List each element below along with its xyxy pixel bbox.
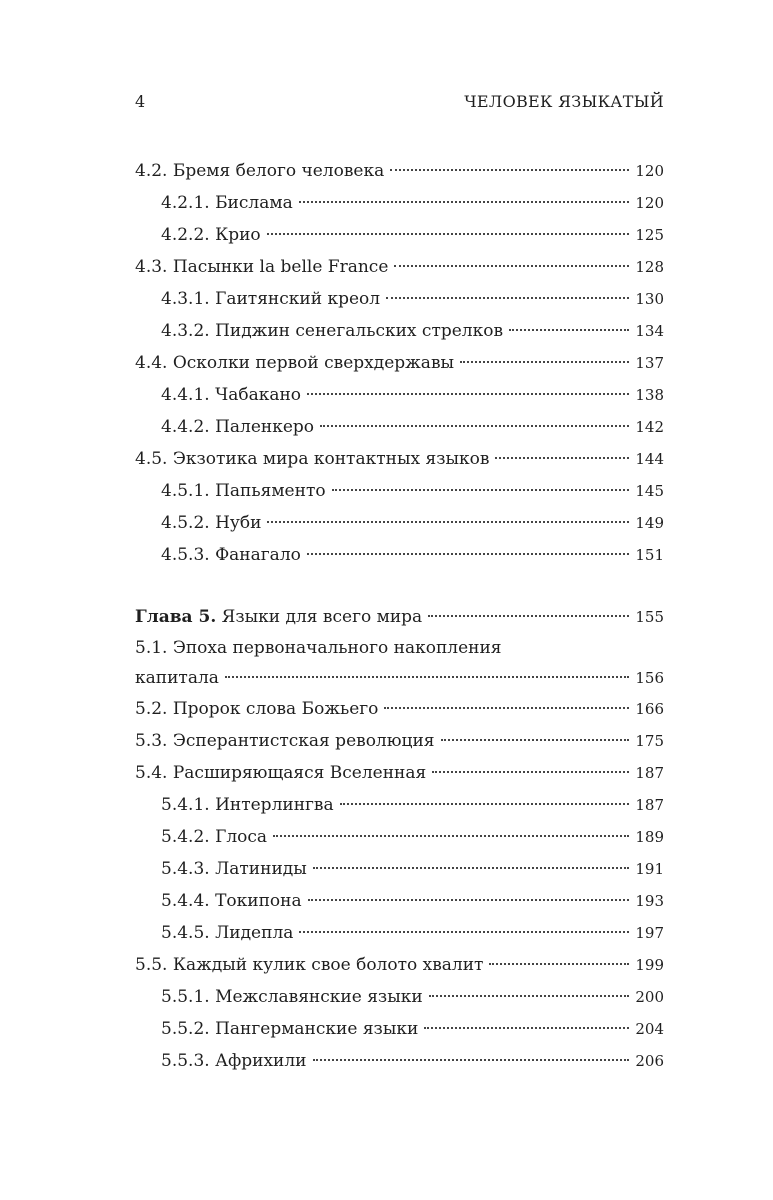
toc-entry: [135, 949, 664, 981]
chapter-title: Языки для всего мира: [221, 607, 423, 627]
toc-entry-title: 4.4.2. Паленкеро: [161, 417, 315, 437]
dot-leader: [429, 995, 630, 997]
toc-entry-page: 193: [635, 892, 664, 910]
table-of-contents: [135, 155, 664, 1077]
toc-entry-title: 4.5.1. Папьяменто: [161, 481, 326, 501]
toc-entry-page: 187: [635, 796, 664, 814]
toc-entry: [135, 725, 664, 757]
page-number: 4: [135, 92, 146, 111]
toc-entry-page: 166: [635, 700, 664, 718]
toc-entry-title: 4.4.1. Чабакано: [161, 385, 302, 405]
toc-subentry: [135, 187, 664, 219]
toc-entry-title: 5.5. Каждый кулик свое болото хвалит: [135, 955, 484, 975]
toc-entry-title: 4.2.1. Бислама: [161, 193, 293, 213]
toc-subentry: [135, 219, 664, 251]
toc-chapter-entry: [135, 601, 664, 633]
dot-leader: [441, 739, 630, 741]
toc-subentry: [135, 315, 664, 347]
toc-entry-page: 187: [635, 764, 664, 782]
toc-entry: [135, 663, 664, 693]
toc-entry-title: капитала: [135, 668, 219, 688]
toc-entry-title: 4.5.3. Фанагало: [161, 545, 301, 565]
dot-leader: [428, 615, 629, 617]
toc-entry-title: 5.4.5. Лидепла: [161, 923, 294, 943]
toc-entry-title: [135, 601, 422, 633]
dot-leader: [332, 489, 630, 491]
dot-leader: [267, 233, 630, 235]
toc-entry-title: 4.3. Пасынки la belle France: [135, 257, 389, 277]
toc-entry-title: 4.5. Экзотика мира контактных языков: [135, 449, 490, 469]
toc-entry-title: 5.4.4. Токипона: [161, 891, 302, 911]
toc-subentry: [135, 1045, 664, 1077]
toc-entry-page: 206: [635, 1052, 664, 1070]
dot-leader: [307, 393, 629, 395]
toc-subentry: [135, 379, 664, 411]
toc-entry-page: 200: [635, 988, 664, 1006]
toc-entry-title: 5.5.2. Пангерманские языки: [161, 1019, 419, 1039]
toc-entry-page: 137: [635, 354, 664, 372]
toc-subentry: [135, 789, 664, 821]
toc-entry-page: 204: [635, 1020, 664, 1038]
toc-entry-title: 5.4.2. Глоса: [161, 827, 268, 847]
toc-subentry: [135, 283, 664, 315]
toc-entry: [135, 443, 664, 475]
toc-entry-page: 120: [635, 162, 664, 180]
toc-subentry: [135, 853, 664, 885]
dot-leader: [299, 931, 629, 933]
toc-entry-title: 5.3. Эсперантистская революция: [135, 731, 435, 751]
toc-entry-page: 189: [635, 828, 664, 846]
dot-leader: [299, 201, 630, 203]
toc-entry-page: 191: [635, 860, 664, 878]
toc-entry-page: 199: [635, 956, 664, 974]
toc-subentry: [135, 411, 664, 443]
toc-entry-page: 120: [635, 194, 664, 212]
toc-entry-page: 125: [635, 226, 664, 244]
dot-leader: [307, 553, 630, 555]
chapter-label: Глава 5.: [135, 607, 217, 627]
toc-entry-page: 144: [635, 450, 664, 468]
toc-entry-page: 151: [635, 546, 664, 564]
book-title: ЧЕЛОВЕК ЯЗЫКАТЫЙ: [464, 92, 664, 111]
toc-entry-page: 156: [635, 669, 664, 687]
toc-entry-page: 149: [635, 514, 664, 532]
toc-entry-title: 5.4.3. Латиниды: [161, 859, 307, 879]
toc-entry: [135, 155, 664, 187]
dot-leader: [424, 1027, 629, 1029]
toc-subentry: [135, 1013, 664, 1045]
toc-entry: [135, 693, 664, 725]
dot-leader: [308, 899, 630, 901]
toc-entry: [135, 347, 664, 379]
dot-leader: [509, 329, 629, 331]
toc-subentry: [135, 821, 664, 853]
toc-subentry: [135, 475, 664, 507]
toc-entry: [135, 251, 664, 283]
toc-entry-title: 5.5.1. Межславянские языки: [161, 987, 423, 1007]
toc-subentry: [135, 507, 664, 539]
dot-leader: [267, 521, 629, 523]
toc-entry-page: 155: [635, 608, 664, 626]
toc-entry-title: 4.3.2. Пиджин сенегальских стрелков: [161, 321, 504, 341]
toc-entry-page: 175: [635, 732, 664, 750]
dot-leader: [432, 771, 629, 773]
dot-leader: [495, 457, 629, 459]
toc-entry-title: 5.2. Пророк слова Божьего: [135, 699, 379, 719]
toc-entry-title: 4.4. Осколки первой сверхдержавы: [135, 353, 455, 373]
running-head: [135, 92, 664, 116]
toc-entry-title: 4.2.2. Крио: [161, 225, 261, 245]
dot-leader: [313, 1059, 630, 1061]
dot-leader: [320, 425, 629, 427]
dot-leader: [225, 676, 629, 678]
toc-subentry: [135, 885, 664, 917]
toc-entry-page: 197: [635, 924, 664, 942]
dot-leader: [394, 265, 629, 267]
toc-entry-first-line: 5.1. Эпоха первоначального накопления: [135, 638, 502, 658]
dot-leader: [386, 297, 629, 299]
dot-leader: [273, 835, 629, 837]
toc-entry-page: 130: [635, 290, 664, 308]
toc-subentry: [135, 539, 664, 571]
dot-leader: [313, 867, 630, 869]
dot-leader: [340, 803, 630, 805]
toc-entry-page: 134: [635, 322, 664, 340]
toc-entry-page: 145: [635, 482, 664, 500]
toc-entry-page: 138: [635, 386, 664, 404]
toc-entry-title: 5.5.3. Африхили: [161, 1051, 307, 1071]
toc-entry-page: 128: [635, 258, 664, 276]
toc-entry: [135, 757, 664, 789]
dot-leader: [460, 361, 629, 363]
dot-leader: [390, 169, 629, 171]
toc-entry-title: 4.3.1. Гаитянский креол: [161, 289, 381, 309]
toc-subentry: [135, 917, 664, 949]
dot-leader: [489, 963, 629, 965]
toc-entry-title: 4.5.2. Нуби: [161, 513, 262, 533]
dot-leader: [384, 707, 629, 709]
toc-entry-title: 5.4.1. Интерлингва: [161, 795, 334, 815]
toc-entry-title: 5.4. Расширяющаяся Вселенная: [135, 763, 427, 783]
toc-subentry: [135, 981, 664, 1013]
toc-entry-title: 4.2. Бремя белого человека: [135, 161, 385, 181]
toc-entry-page: 142: [635, 418, 664, 436]
